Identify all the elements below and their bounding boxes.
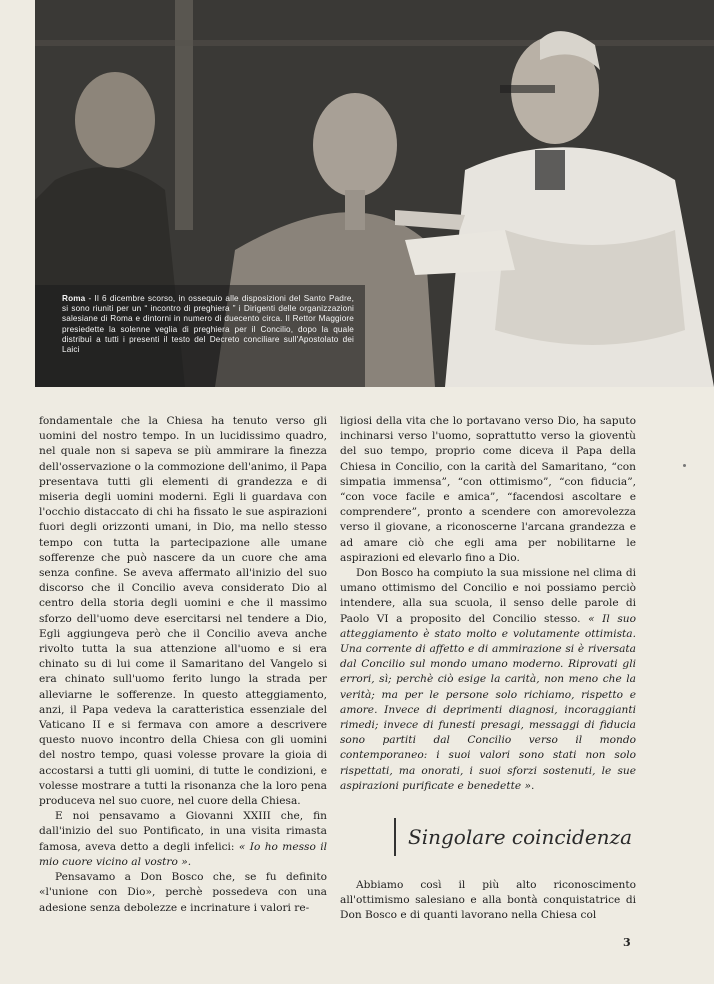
- right-paragraph-3: Abbiamo così il più alto riconoscimento all'ottimismo salesiano e alla bontà conquistatrice di Don Bosco e di quanti lavorano nella Chiesa col: [340, 879, 636, 922]
- left-paragraph-3: Pensavamo a Don Bosco che, se fu definito «l'unione con Dio», perchè possedeva con una adesione senza debolezze e incrinature i valori re-: [39, 871, 327, 914]
- right-paragraph-2: [340, 566, 636, 794]
- section-heading: Singolare coincidenza: [408, 825, 632, 850]
- right-paragraph-2-quote: « Il suo atteggiamento è stato molto e volutamente ottimista. Una corrente di affetto e di ammirazione si è riversata dal Concilio sul mondo umano moderno. Riprovati gli errori, sì; perchè ciò esige la carità, non meno che la verità; ma per le persone solo richiamo, rispetto e amore. Invece di deprimenti diagnosi, incoraggianti rimedi; invece di funesti presagi, messaggi di fiducia sono partiti dal Concilio verso il mondo contemporaneo: i suoi valori sono stati non solo rispettati, ma onorati, i suoi sforzi sostenuti, le sue aspirazioni purificate e benedette ».: [340, 612, 636, 792]
- caption-text: - Il 6 dicembre scorso, in ossequio alle disposizioni del Santo Padre, si sono riuniti per un “ incontro di preghiera ” i Dirigenti delle organizzazioni salesiane di Roma e dintorni in numero di duecento circa. Il Rettor Maggiore presiedette la solenne veglia di preghiera per il Concilio, dopo la quale distribuì a tutti i presenti il testo del Decreto conciliare sull'Apostolato dei Laici: [62, 294, 354, 355]
- left-paragraph-2: [39, 809, 327, 870]
- page-number: 3: [623, 936, 631, 949]
- right-paragraph-2-text: Don Bosco ha compiuto la sua missione nel clima di umano ottimismo del Concilio e noi possiamo perciò intendere, alla sua scuola, il senso delle parole di Paolo VI a proposito del Concilio stesso.: [340, 567, 636, 625]
- margin-dot: [683, 464, 686, 467]
- left-column: [39, 414, 327, 916]
- right-paragraph-1: ligiosi della vita che lo portavano verso Dio, ha saputo inchinarsi verso l'uomo, soprattutto verso la gioventù del suo tempo, proprio come diceva il Papa della Chiesa in Concilio, con la carità del Samaritano, “con simpatia immensa”, “con ottimismo”, “con fiducia”, “con voce facile e amica”, “facendosi ascoltare e comprendere”, pronto a scendere con amorevolezza verso il giovane, a riconoscerne l'arcana grandezza e ad amare ciò che egli ama per nobilitarne le aspirazioni ed elevarlo fino a Dio.: [340, 415, 636, 564]
- left-paragraph-2-text: E noi pensavamo a Giovanni XXIII che, fin dall'inizio del suo Pontificato, in una visita rimasta famosa, aveva detto a degli infelici:: [39, 810, 327, 853]
- caption-place: Roma: [62, 294, 86, 303]
- photo-caption: [62, 294, 354, 355]
- right-column: [340, 414, 636, 924]
- section-heading-block: [394, 818, 636, 856]
- left-paragraph-1: fondamentale che la Chiesa ha tenuto verso gli uomini del nostro tempo. In un lucidissimo quadro, nel quale non si sapeva se più ammirare la finezza dell'osservazione o la commozione dell'animo, il Papa presentava tutti gli elementi di grandezza e di miseria degli uomini moderni. Egli li guardava con l'occhio distaccato di chi ha fissato le sue aspirazioni fuori degli orizzonti umani, in Dio, ma nello stesso tempo con tutta la partecipazione alle umane sofferenze che può nascere da un cuore che ama senza confine. Se aveva affermato all'inizio del suo discorso che il Concilio aveva considerato Dio al centro della storia degli uomini e che il massimo sforzo dell'uomo deve esercitarsi nel tendere a Dio, Egli aggiungeva però che il Concilio aveva anche rivolto tutta la sua attenzione all'uomo e si era chinato su di lui come il Samaritano del Vangelo si era chinato sull'uomo ferito lungo la strada per alleviarne le sofferenze. In questo atteggiamento, anzi, il Papa vedeva la caratteristica essenziale del Vaticano II e si fermava con amore a descrivere questo nuovo incontro della Chiesa con gli uomini del nostro tempo, quasi volesse provare la gioia di accostarsi a tutti gli uomini, di tutte le condizioni, e volesse mostrare a tutti la risonanza che la loro pena produceva nel suo cuore, nel cuore della Chiesa.: [39, 415, 327, 808]
- news-photo: [35, 0, 714, 387]
- left-paragraph-2-quote: « Io ho messo il mio cuore vicino al vostro ».: [39, 840, 328, 868]
